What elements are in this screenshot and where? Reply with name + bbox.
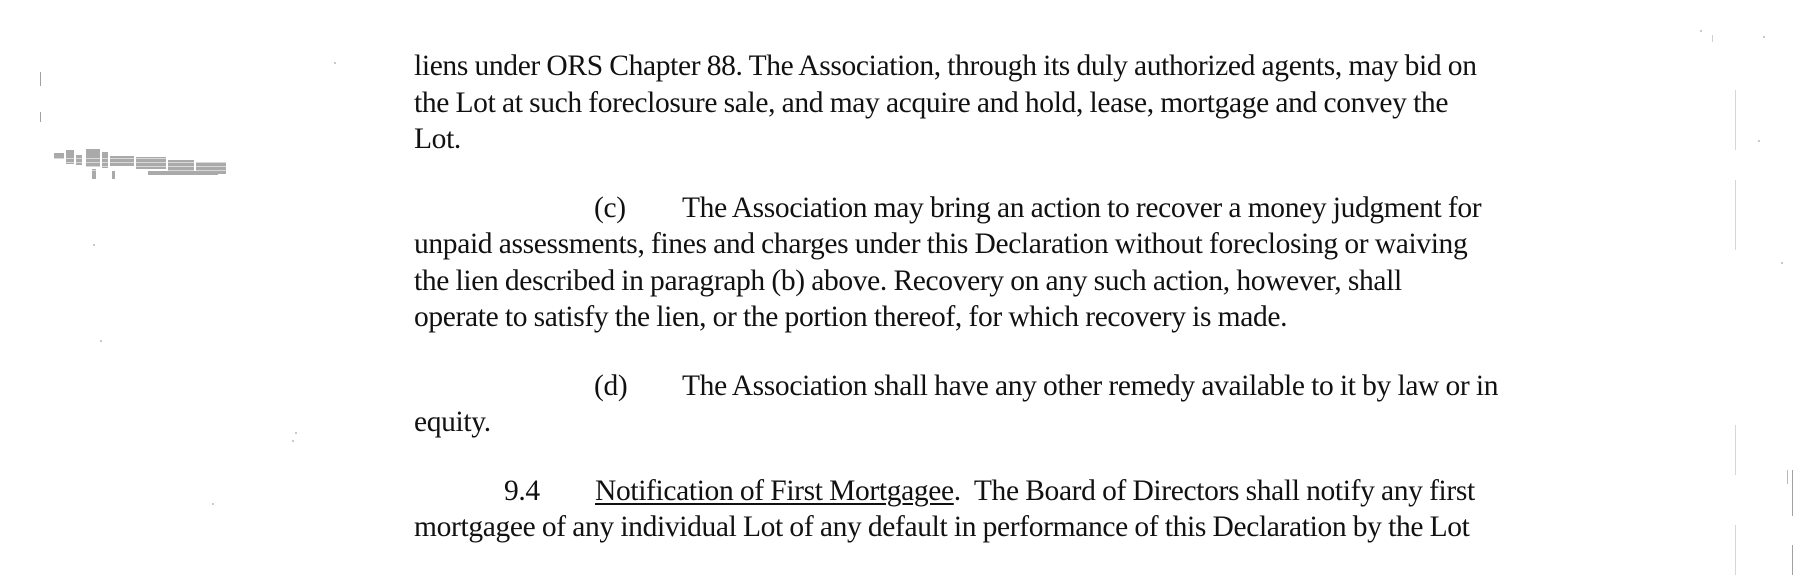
scan-speck	[93, 244, 95, 246]
text-line: equity.	[414, 406, 491, 438]
scan-mark	[1735, 425, 1736, 475]
scan-mark	[1787, 470, 1788, 484]
section-9-4	[414, 473, 1564, 546]
paragraph-c-marker: (c)	[594, 191, 626, 224]
scan-mark	[1735, 180, 1736, 250]
heading-punctuation: .	[953, 474, 961, 507]
section-number: 9.4	[504, 474, 540, 507]
paragraph-c-first-line	[414, 190, 1564, 227]
scan-speck	[212, 503, 214, 505]
scan-speck	[334, 62, 336, 64]
scan-mark	[1792, 545, 1793, 575]
scan-mark	[1735, 90, 1736, 150]
scan-speck	[1763, 36, 1765, 38]
text-line: The Association may bring an action to recover a money judgment for	[682, 191, 1482, 224]
text-line: liens under ORS Chapter 88. The Association, through its duly authorized agents, may bid on	[414, 50, 1477, 82]
scan-speck	[1758, 140, 1760, 142]
scan-speck	[292, 440, 294, 442]
scan-mark	[1712, 35, 1713, 42]
text-line: operate to satisfy the lien, or the portion thereof, for which recovery is made.	[414, 301, 1288, 333]
paragraph-d-first-line	[414, 368, 1564, 405]
scan-mark	[40, 72, 41, 86]
section-heading: Notification of First Mortgagee	[595, 474, 954, 507]
paragraph-d	[414, 368, 1564, 441]
text-line: mortgagee of any individual Lot of any default in performance of this Declaration by the Lot	[414, 511, 1470, 543]
scan-mark	[1735, 525, 1736, 575]
text-line: The Association shall have any other remedy available to it by law or in	[682, 369, 1499, 402]
scan-mark	[40, 112, 41, 122]
scan-speck	[295, 432, 297, 434]
scan-speck	[100, 340, 102, 342]
scan-speck	[1700, 30, 1702, 32]
blurred-stamp-mark	[52, 147, 232, 185]
section-9-4-first-line	[414, 473, 1564, 510]
carryover-paragraph	[414, 48, 1564, 158]
paragraph-c	[414, 190, 1564, 336]
text-line: the Lot at such foreclosure sale, and may acquire and hold, lease, mortgage and convey the	[414, 86, 1449, 119]
scan-speck	[1781, 262, 1783, 264]
text-line: The Board of Directors shall notify any first	[973, 474, 1475, 507]
document-body	[414, 48, 1564, 546]
scan-mark	[1792, 470, 1793, 516]
paragraph-d-marker: (d)	[594, 369, 628, 402]
text-line: Lot.	[414, 123, 461, 155]
text-line: the lien described in paragraph (b) above. Recovery on any such action, however, shall	[414, 264, 1402, 297]
text-line: unpaid assessments, fines and charges under this Declaration without foreclosing or waiving	[414, 228, 1468, 260]
